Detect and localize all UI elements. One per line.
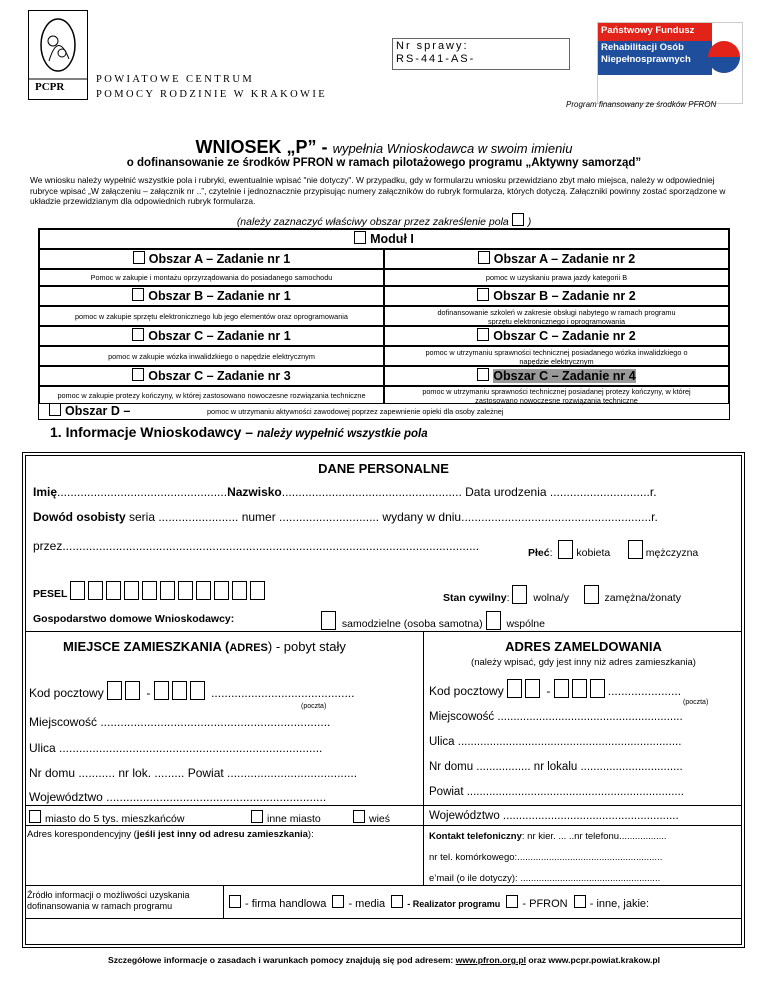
residence-heading-end: ) - pobyt stały xyxy=(267,639,346,654)
left-postal-row: Kod pocztowy - ........................................... xyxy=(29,681,354,700)
source-media-label: - media xyxy=(348,898,386,910)
source-label: Źródło informacji o możliwości uzyskania dofinansowania w ramach programu xyxy=(27,890,190,911)
pfron-line1: Państwowy Fundusz xyxy=(601,25,695,36)
residence-heading xyxy=(63,639,346,654)
household-options xyxy=(321,611,545,630)
task-b2-checkbox[interactable] xyxy=(477,288,489,301)
footer-info xyxy=(0,955,768,965)
task-a1-desc: Pomoc w zakupie i montażu oprzyrządowania do posiadanego samochodu xyxy=(39,269,384,286)
town-small-label: miasto do 5 tys. mieszkańców xyxy=(45,813,185,825)
divider-contact-vertical xyxy=(423,805,424,885)
area-d-desc: pomoc w utrzymaniu aktywności zawodowej poprzez zapewnienie opieki dla osoby zależnej xyxy=(207,407,504,416)
case-number-value: RS-441-AS- xyxy=(396,53,476,65)
nazwisko-label: Nazwisko xyxy=(227,485,282,499)
left-postal-box[interactable] xyxy=(154,681,169,700)
task-c1-desc: pomoc w zakupie wózka inwalidzkiego o napędzie elektrycznym xyxy=(39,346,384,366)
issued-by-row xyxy=(33,539,479,553)
left-postal-box[interactable] xyxy=(190,681,205,700)
pfron-link[interactable]: www.pfron.org.pl xyxy=(455,955,526,965)
village-label: wieś xyxy=(369,813,391,825)
phone-field[interactable]: : nr kier. ... ..nr telefonu.................. xyxy=(521,831,667,842)
source-realizator-label: - Realizator programu xyxy=(407,899,501,909)
area-note-text: (należy zaznaczyć właściwy obszar przez zakreślenie pola xyxy=(236,216,512,228)
right-district-field[interactable]: Powiat .................................................................... xyxy=(429,786,684,798)
left-postal-box[interactable] xyxy=(107,681,122,700)
task-c3-checkbox[interactable] xyxy=(132,368,144,381)
registration-note: (należy wpisać, gdy jest inny niż adres zamieszkania) xyxy=(471,657,696,668)
village-option xyxy=(353,810,390,825)
program-financed-note: Program finansowany ze środków PFRON xyxy=(566,100,717,109)
residence-heading-small: ADRES xyxy=(229,642,268,654)
task-b1-desc: pomoc w zakupie sprzętu elektronicznego lub jego elementów oraz oprogramowania xyxy=(39,306,384,326)
right-voivodeship-field[interactable]: Województwo ....................................................... xyxy=(429,810,679,822)
id-fields[interactable]: seria ........................ numer .............................. wydany w dniu.........................................................r. xyxy=(125,510,658,524)
issued-by-field[interactable]: przez............................................................................................................................. xyxy=(33,539,480,553)
email-field[interactable]: e’mail (o ile dotyczy): ..................................................... xyxy=(429,873,661,884)
pfron-line2: Rehabilitacji Osób Niepełnosprawnych xyxy=(601,42,691,65)
divider-address xyxy=(25,805,742,806)
married-label: zamężna/żonaty xyxy=(604,592,681,604)
right-postal-box[interactable] xyxy=(525,679,540,698)
area-d xyxy=(49,403,130,418)
right-postal-box[interactable] xyxy=(507,679,522,698)
source-pfron-label: - PFRON xyxy=(522,898,568,910)
area-selection-note: (należy zaznaczyć właściwy obszar przez zakreślenie pola ) xyxy=(0,213,768,228)
village-checkbox[interactable] xyxy=(353,810,365,823)
task-c1-label: Obszar C – Zadanie nr 1 xyxy=(148,329,291,343)
nazwisko-field[interactable]: ...................................................... xyxy=(281,485,462,499)
household-shared-checkbox[interactable] xyxy=(486,611,501,630)
mobile-field[interactable]: nr tel. komórkowego:....................................................... xyxy=(429,852,663,863)
source-shop-label: - firma handlowa xyxy=(245,898,327,910)
right-postal-box[interactable] xyxy=(554,679,569,698)
left-city-field[interactable]: Miejscowość ..................................................................... xyxy=(29,715,331,729)
footer-text: Szczegółowe informacje o zasadach i warunkach pomocy znajdują się pod adresem: xyxy=(107,955,456,965)
task-c4-label: Obszar C – Zadanie nr 4 xyxy=(493,369,636,383)
left-house-field[interactable]: Nr domu ........... nr lok. ......... Powiat ....................................... xyxy=(29,766,358,780)
correspondence-text: Adres korespondencyjny ( xyxy=(27,829,137,840)
town-small-checkbox[interactable] xyxy=(29,810,41,823)
right-poczta-label: (poczta) xyxy=(683,699,709,706)
divider-source xyxy=(25,885,742,886)
male-label: mężczyzna xyxy=(645,547,699,559)
left-postal-box[interactable] xyxy=(172,681,187,700)
org-name xyxy=(96,72,327,102)
task-a2 xyxy=(384,249,729,269)
form-title xyxy=(0,137,768,158)
other-city-option xyxy=(251,810,321,825)
phone-label: Kontakt telefoniczny xyxy=(429,831,522,842)
module-title-cell xyxy=(39,229,729,249)
correspondence-label xyxy=(27,829,314,840)
phone-row xyxy=(429,831,667,842)
section1-title xyxy=(50,424,428,440)
task-a2-checkbox[interactable] xyxy=(478,251,490,264)
id-label: Dowód osobisty xyxy=(33,510,126,524)
form-title-main: WNIOSEK „P” - xyxy=(195,137,333,157)
task-b2-label: Obszar B – Zadanie nr 2 xyxy=(493,289,636,303)
module-checkbox[interactable] xyxy=(354,231,366,244)
section1-title-main: 1. Informacje Wnioskodawcy – xyxy=(50,424,257,440)
imie-label: Imię xyxy=(33,485,58,499)
divider-personal xyxy=(25,631,742,632)
pesel-label: PESEL xyxy=(33,588,68,600)
source-other-label: - inne, jakie: xyxy=(589,898,650,910)
marital-label: Stan cywilny xyxy=(443,592,507,604)
right-city-field[interactable]: Miejscowość .......................................................... xyxy=(429,711,683,723)
task-b1-label: Obszar B – Zadanie nr 1 xyxy=(148,289,291,303)
household-label: Gospodarstwo domowe Wnioskodawcy: xyxy=(33,613,235,625)
org-name-line2: POMOCY RODZINIE W KRAKOWIE xyxy=(96,89,328,100)
task-c3-desc: pomoc w zakupie protezy kończyny, w której zastosowano nowoczesne rozwiązania techniczne xyxy=(39,386,384,404)
checkbox-sample xyxy=(512,213,524,226)
male-checkbox[interactable] xyxy=(628,540,643,559)
left-postal-label: Kod pocztowy xyxy=(29,686,104,700)
task-a2-label: Obszar A – Zadanie nr 2 xyxy=(493,252,636,266)
module-table xyxy=(38,228,730,420)
pcpr-link[interactable]: oraz www.pcpr.powiat.krakow.pl xyxy=(525,955,661,965)
org-name-line1: POWIATOWE CENTRUM xyxy=(96,74,255,85)
registration-heading: ADRES ZAMELDOWANIA xyxy=(505,639,662,654)
household-row xyxy=(33,613,234,625)
divider-footer xyxy=(25,918,742,919)
case-number-label: Nr sprawy: xyxy=(396,40,469,52)
right-postal-label: Kod pocztowy xyxy=(429,684,504,698)
task-c3 xyxy=(39,366,384,386)
task-c4 xyxy=(384,366,729,386)
task-c3-label: Obszar C – Zadanie nr 3 xyxy=(148,369,291,383)
left-post-office-field[interactable]: ........................................... xyxy=(211,686,355,700)
single-checkbox[interactable] xyxy=(512,585,527,604)
other-city-label: inne miasto xyxy=(267,813,321,825)
birth-date-field[interactable]: Data urodzenia ..............................r. xyxy=(465,485,657,499)
source-realizator-checkbox[interactable] xyxy=(391,895,403,908)
gender-label: Płeć xyxy=(528,547,550,559)
id-row xyxy=(33,510,658,524)
left-street-field[interactable]: Ulica ............................................................................... xyxy=(29,741,323,755)
locality-type-row xyxy=(29,810,184,825)
task-c1-checkbox[interactable] xyxy=(132,328,144,341)
right-postal-box[interactable] xyxy=(590,679,605,698)
pesel-boxes[interactable] xyxy=(70,588,268,600)
correspondence-end: ): xyxy=(307,829,314,840)
right-post-office-field[interactable]: ...................... xyxy=(607,684,682,698)
marital-row: Stan cywilny: wolna/y zamężna/żonaty xyxy=(443,585,681,604)
task-b1-checkbox[interactable] xyxy=(132,288,144,301)
pesel-row xyxy=(33,581,268,600)
task-c2-desc: pomoc w utrzymaniu sprawności technicznej posiadanego wózka inwalidzkiego o napędzie elektrycznym xyxy=(384,346,729,366)
right-street-field[interactable]: Ulica ...................................................................... xyxy=(429,736,682,748)
source-shop-checkbox[interactable] xyxy=(229,895,241,908)
divider-locality xyxy=(25,825,423,826)
form-subtitle: o dofinansowanie ze środków PFRON w ramach pilotażowego programu „Aktywny samorząd” xyxy=(126,157,642,169)
residence-heading-text: MIEJSCE ZAMIESZKANIA ( xyxy=(63,639,230,654)
left-poczta-label: (poczta) xyxy=(301,703,327,710)
right-house-field[interactable]: Nr domu ................. nr lokalu ................................ xyxy=(429,761,683,773)
form-title-italic: wypełnia Wnioskodawca w swoim imieniu xyxy=(332,141,573,156)
task-a1-label: Obszar A – Zadanie nr 1 xyxy=(148,252,291,266)
task-c4-checkbox[interactable] xyxy=(477,368,489,381)
task-c2-checkbox[interactable] xyxy=(477,328,489,341)
form-content xyxy=(23,453,744,947)
logo-text: PCPR xyxy=(35,81,65,93)
pfron-text xyxy=(601,25,711,66)
left-postal-box[interactable] xyxy=(125,681,140,700)
task-c2-label: Obszar C – Zadanie nr 2 xyxy=(493,329,636,343)
applicant-form xyxy=(22,452,745,948)
imie-field[interactable]: ................................................... xyxy=(57,485,228,499)
source-other-checkbox[interactable] xyxy=(574,895,586,908)
section1-title-italic: należy wypełnić wszystkie pola xyxy=(256,428,428,440)
divider-contact xyxy=(423,825,742,826)
right-postal-row: Kod pocztowy - ...................... xyxy=(429,679,681,698)
source-pfron-checkbox[interactable] xyxy=(506,895,518,908)
left-voivodeship-field[interactable]: Województwo .................................................................. xyxy=(29,790,327,804)
divider-source-vertical xyxy=(223,885,224,918)
module-title: Moduł I xyxy=(370,232,414,246)
task-c2 xyxy=(384,326,729,346)
female-checkbox[interactable] xyxy=(558,540,573,559)
other-city-checkbox[interactable] xyxy=(251,810,263,823)
intro-instructions: We wniosku należy wypełnić wszystkie pola i rubryki, ewentualnie wpisać "nie dotyczy". W przypadku, gdy w formularzu wniosku przewidziano zbyt mało miejsca, należy w odpowiedniej rubryce wpisać „W załączeniu – załącznik nr ..”, czytelnie i jednoznacznie przypisując numery załączników do rubryk formularza, których dotyczą. Załączniki powinny zostać sporządzone w układzie przewidzianym dla odpowiednich rubryk formularza. xyxy=(30,175,726,207)
task-c4-desc: pomoc w utrzymaniu sprawności technicznej posiadanej protezy kończyny, w której zastosowano nowoczesne rozwiązania techniczne xyxy=(384,386,729,404)
source-options xyxy=(229,895,649,910)
task-a2-desc: pomoc w uzyskaniu prawa jazdy kategorii B xyxy=(384,269,729,286)
pcpr-logo xyxy=(28,10,88,100)
household-alone-checkbox[interactable] xyxy=(321,611,336,630)
area-d-checkbox[interactable] xyxy=(49,403,61,416)
household-shared-label: wspólne xyxy=(506,618,545,630)
name-row xyxy=(33,485,657,499)
personal-heading: DANE PERSONALNE xyxy=(318,461,449,476)
correspondence-bold: jeśli jest inny od adresu zamieszkania xyxy=(136,829,308,840)
task-b1 xyxy=(39,286,384,306)
single-label: wolna/y xyxy=(533,592,569,604)
right-postal-box[interactable] xyxy=(572,679,587,698)
area-d-label: Obszar D – xyxy=(65,404,131,418)
gender-row: Płeć: kobieta mężczyzna xyxy=(528,540,698,559)
task-b2-desc: dofinansowanie szkoleń w zakresie obsługi nabytego w ramach programu sprzętu elektronicznego i oprogramowania xyxy=(384,306,729,326)
task-b2 xyxy=(384,286,729,306)
household-alone-label: samodzielne (osoba samotna) xyxy=(341,618,483,630)
task-a1 xyxy=(39,249,384,269)
married-checkbox[interactable] xyxy=(584,585,599,604)
task-a1-checkbox[interactable] xyxy=(133,251,145,264)
source-media-checkbox[interactable] xyxy=(332,895,344,908)
task-c1 xyxy=(39,326,384,346)
female-label: kobieta xyxy=(576,547,611,559)
